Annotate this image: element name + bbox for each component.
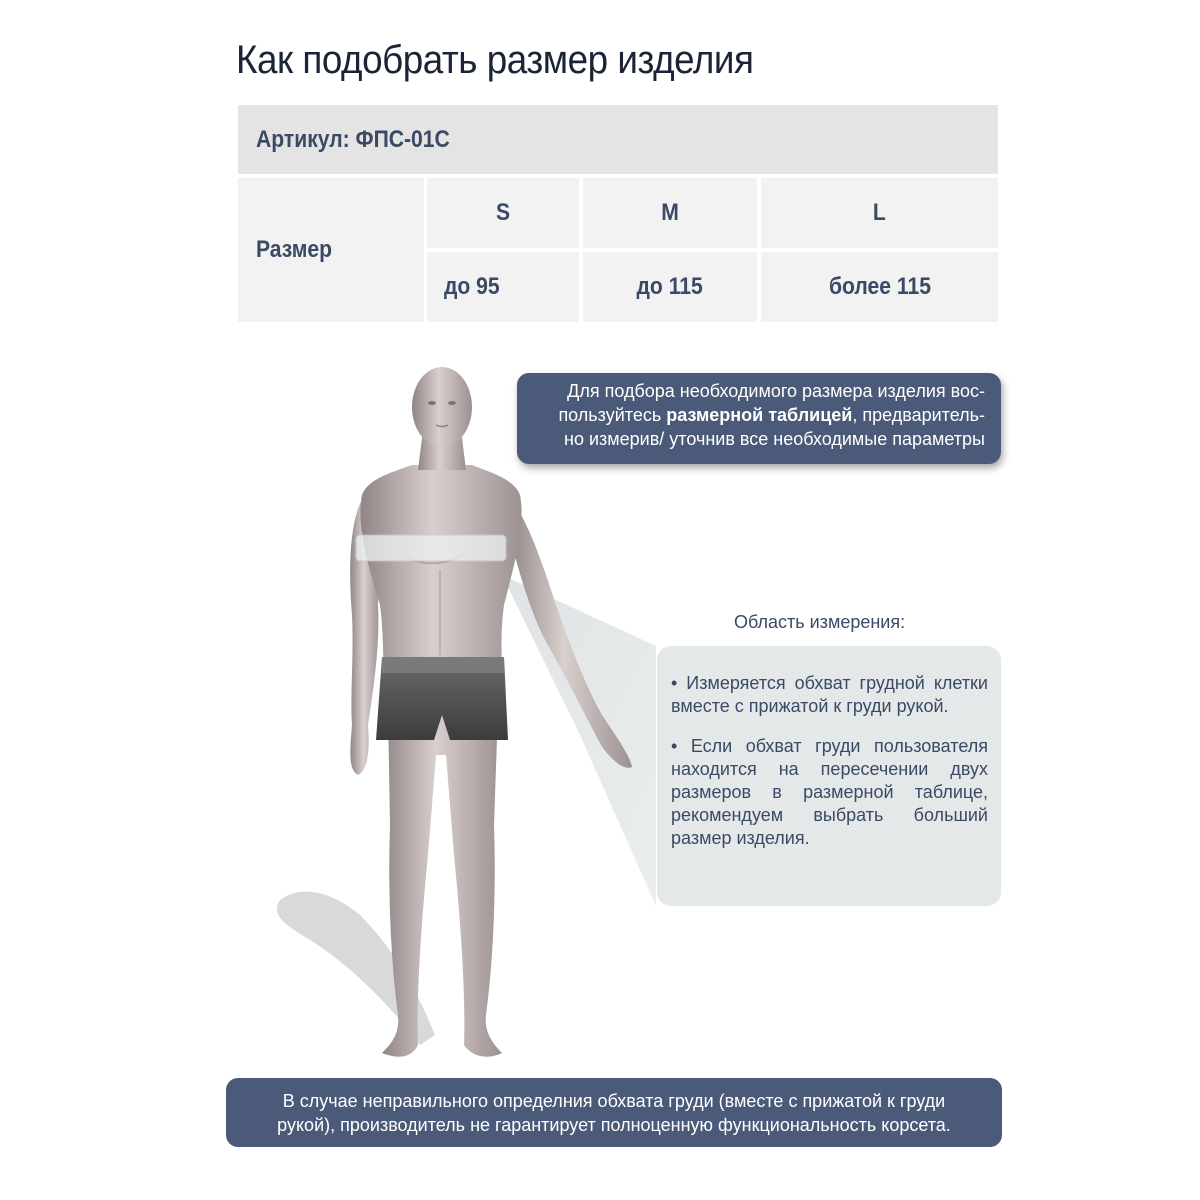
- size-cell-l: [761, 178, 998, 248]
- warning-line-2: рукой), производитель не гарантирует полноценную функциональность корсета.: [277, 1115, 951, 1135]
- figure-head: [412, 367, 472, 447]
- size-tip-line-2: [527, 403, 985, 427]
- range-cell-s: [427, 252, 579, 322]
- measurement-bullet-1: • Измеряется обхват грудной клетки вместе с прижатой к груди рукой.: [671, 673, 988, 716]
- measurement-area-heading: Область измерения:: [734, 612, 906, 632]
- range-cell-l: [761, 252, 998, 322]
- warning-callout: [226, 1078, 1002, 1147]
- size-tip-emphasis: размерной таблицей: [666, 405, 853, 425]
- size-tip-line-3: но измерив/ уточнив все необходимые параметры: [564, 429, 985, 449]
- size-tip-line-2-start: пользуйтесь: [558, 405, 667, 425]
- measurement-info-box: [657, 646, 1001, 906]
- range-l-value: более 115: [828, 273, 931, 300]
- size-row-label: Размер: [256, 236, 333, 263]
- size-cell-s: [427, 178, 579, 248]
- page-title: Как подобрать размер изделия: [236, 38, 754, 82]
- size-tip-line-2-end: , предваритель-: [852, 405, 985, 425]
- size-s-label: S: [495, 199, 511, 226]
- chest-measurement-band: [356, 535, 506, 561]
- size-cell-m: [583, 178, 757, 248]
- figure-legs: [382, 710, 502, 1057]
- article-header-cell: [238, 105, 998, 174]
- warning-line-1: В случае неправильного определния обхвата груди (вместе с прижатой к груди: [282, 1091, 946, 1111]
- range-cell-m: [583, 252, 757, 322]
- measurement-bullet-2: • Если обхват груди пользователя находится на пересечении двух размеров в размерной таблице, рекомендуем выбрать больший размер изделия.: [671, 736, 988, 848]
- size-row-label-cell: [238, 178, 424, 322]
- size-tip-line-1: Для подбора необходимого размера изделия вос-: [567, 381, 985, 401]
- measurement-pointer: [502, 575, 656, 906]
- figure-torso: [360, 465, 521, 675]
- range-m-value: до 115: [636, 273, 704, 300]
- size-l-label: L: [873, 199, 886, 226]
- range-s-value: до 95: [444, 273, 500, 300]
- article-label: Артикул: ФПС-01С: [256, 125, 450, 153]
- size-m-label: M: [661, 199, 679, 226]
- size-tip-callout: [517, 373, 1001, 464]
